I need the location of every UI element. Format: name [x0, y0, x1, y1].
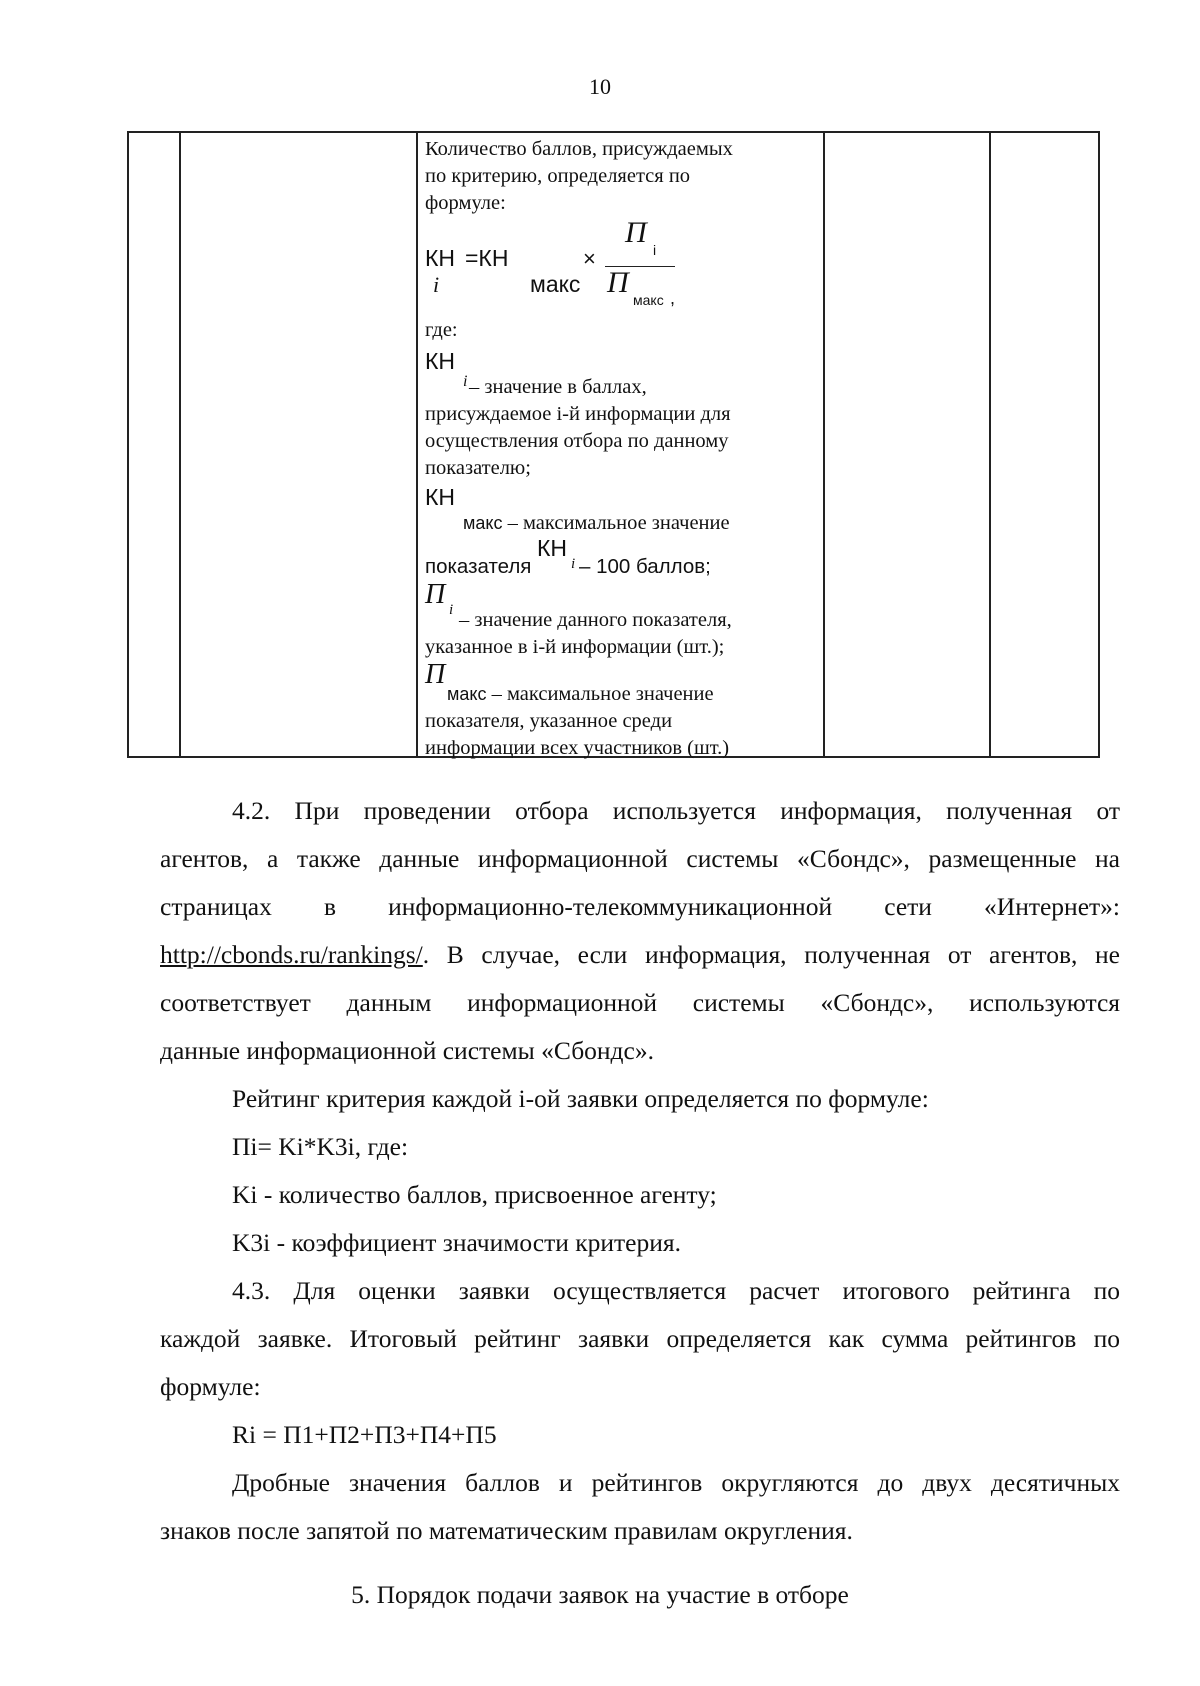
table-column-divider	[179, 133, 181, 756]
paragraph-4-3	[160, 1267, 1120, 1555]
formula-numerator: П	[625, 216, 647, 249]
formula-comma: ,	[670, 288, 676, 308]
table-column-divider	[823, 133, 825, 756]
paragraph-line: Дробные значения баллов и рейтингов округляются до двух десятичных	[232, 1468, 1120, 1497]
paragraph-line: 4.2. При проведении отбора используется информация, полученная от	[232, 796, 1120, 825]
cell-intro-line: формуле:	[425, 192, 506, 214]
paragraph-line: http://cbonds.ru/rankings/. В случае, если информация, полученная от агентов, не	[160, 940, 1120, 969]
formula-numerator-sub: i	[653, 242, 657, 258]
section-heading: 5. Порядок подачи заявок на участие в отборе	[351, 1580, 849, 1609]
formula-pi: Пi= Ki*K3i, где:	[232, 1132, 409, 1161]
def4-symbol: П	[425, 659, 446, 690]
criteria-cell	[425, 136, 813, 762]
formula-denominator-sub: макс	[633, 292, 664, 308]
def1-cont: показателю;	[425, 457, 531, 479]
page-number: 10	[589, 74, 611, 99]
paragraph-line: знаков после запятой по математическим правилам округления.	[160, 1516, 853, 1545]
formula-eq: =КН	[465, 245, 509, 271]
def1-symbol: КН i	[425, 348, 468, 390]
paragraph-line: 4.3. Для оценки заявки осуществляется расчет итогового рейтинга по	[232, 1276, 1120, 1305]
paragraph-line: каждой заявке. Итоговый рейтинг заявки определяется как сумма рейтингов по	[160, 1324, 1120, 1353]
k3i-definition: K3i - коэффициент значимости критерия.	[232, 1228, 682, 1257]
formula-denominator: П	[607, 266, 629, 299]
def3-cont: указанное в i-й информации (шт.);	[425, 636, 725, 658]
paragraph-line: формуле:	[160, 1372, 261, 1401]
formula-lhs-sub: i	[433, 272, 440, 297]
paragraph-line: данные информационной системы «Сбондс».	[160, 1036, 654, 1065]
table-column-divider	[989, 133, 991, 756]
score-formula	[425, 216, 813, 317]
def4-cont: информации всех участников (шт.)	[425, 737, 730, 759]
cbonds-link[interactable]: http://cbonds.ru/rankings/	[160, 940, 423, 969]
paragraph-4-2	[160, 787, 1120, 1075]
formula-times: ×	[583, 246, 596, 271]
paragraph-line: страницах в информационно-телекоммуникационной сети «Интернет»:	[160, 892, 1120, 921]
ki-definition: Ki - количество баллов, присвоенное агенту;	[232, 1180, 717, 1209]
cell-intro-line: по критерию, определяется по	[425, 165, 691, 187]
def3-symbol: П i	[425, 579, 454, 618]
def1-cont: присуждаемое i-й информации для	[425, 403, 731, 425]
where-label: где:	[425, 319, 458, 341]
def2-cont: показателя КН i – 100 баллов;	[425, 535, 711, 578]
formula-eq-sub: макс	[530, 271, 581, 297]
def1-text: – значение в баллах,	[469, 376, 647, 398]
def4-text: макс – максимальное значение	[447, 683, 714, 705]
def4-cont: показателя, указанное среди	[425, 710, 673, 732]
criteria-table	[127, 131, 1100, 758]
def3-text: – значение данного показателя,	[459, 609, 732, 631]
cell-intro-line: Количество баллов, присуждаемых	[425, 138, 733, 160]
rating-line: Рейтинг критерия каждой i-ой заявки определяется по формуле:	[232, 1084, 929, 1113]
paragraph-line: соответствует данным информационной системы «Сбондс», используются	[160, 988, 1120, 1017]
formula-lhs: КН	[425, 245, 456, 271]
def2-symbol: КН	[425, 484, 456, 510]
def2-text: макс – максимальное значение	[463, 512, 730, 534]
rating-paragraph	[160, 1075, 1120, 1267]
def1-cont: осуществления отбора по данному	[425, 430, 729, 452]
formula-ri: Ri = П1+П2+П3+П4+П5	[232, 1420, 497, 1449]
table-column-divider	[416, 133, 418, 756]
paragraph-line: агентов, а также данные информационной системы «Сбондс», размещенные на	[160, 844, 1120, 873]
